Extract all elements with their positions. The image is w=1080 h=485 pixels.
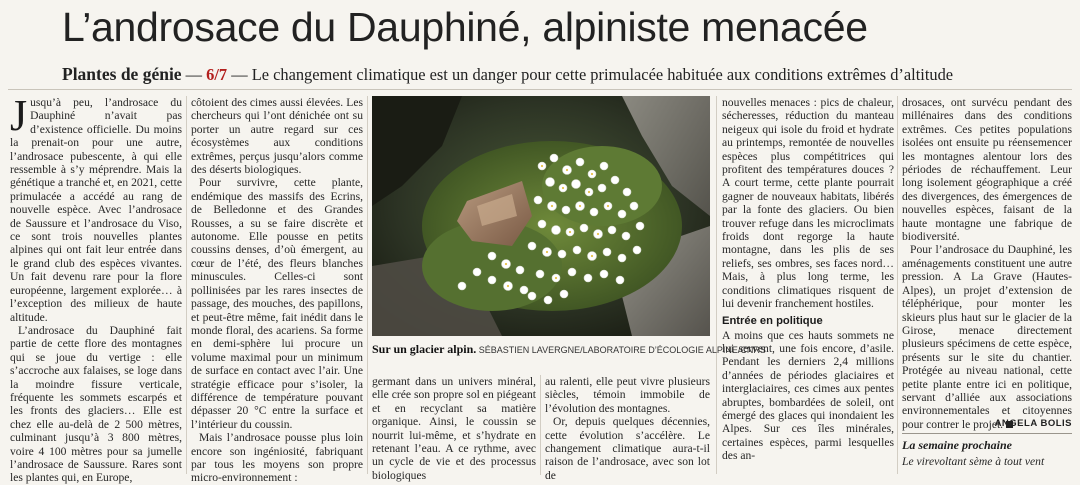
- byline-rule: [902, 433, 1072, 434]
- column-rule: [367, 96, 368, 474]
- paragraph: Pour survivre, cette plante, endémique des massifs des Ecrins, de Belledonne et des Grandes Rousses, a su se faire discrète et autonome. Elle pousse en petits coussins denses, d’où émergent, au cœur de l’été, des fleurs blanches minuscules. Celles-ci sont pollinisées par les rares insectes de passage, des mouches, des papillons, et peut-être même, fait inédit dans le monde floral, des acariens. Sa forme en demi-sphère lui procure un volume maximal pour un minimum de surface en contact avec l’air. Une stratégie efficace pour s’isoler, la différence de température pouvant dépasser 20 °C entre la surface et l’intérieur du coussin.: [191, 176, 363, 431]
- paragraph: Jusqu’à peu, l’androsace du Dauphiné n’avait pas d’existence officielle. Du moins la prenait-on pour une autre, l’androsace pubescente, à qui elle ressemble à s’y méprendre. Mais la génétique a tranché et, en 2021, cette primulacée a accédé au rang de nouvelle espèce. Avec l’androsace de Saussure et l’androsace du Viso, ce sont trois nouvelles plantes alpines qui ont fait leur entrée dans le grand club des espèces vivantes. Un fait devenu rare pour la flore européenne, largement explorée… à l’exception des milieux de haute altitude.: [10, 91, 182, 324]
- caption-title: Sur un glacier alpin.: [372, 342, 477, 356]
- paragraph: Or, depuis quelques décennies, cette évolution s’accélère. Le changement climatique aura-t-il raison de l’androsace, avec son lot de: [545, 415, 710, 482]
- paragraph: nouvelles menaces : pics de chaleur, sécheresses, réduction du manteau neigeux qui isole du froid et hydrate au printemps, remontée de nouvelles espèces plus compétitrices qui profitent des températures douces ? A court terme, cette plante pourrait gagner de nouveaux habitats, libérés par la fonte des glaciers. Ou bien trouver refuge dans les microclimats froids dont regorge la haute montagne, dans les plis de ses reliefs, ses ombres, ses faces nord… Mais, à plus long terme, les conditions climatiques risquent de lui devenir franchement hostiles.: [722, 96, 894, 311]
- headline: L’androsace du Dauphiné, alpiniste menacée: [62, 4, 868, 50]
- column-rule: [186, 96, 187, 474]
- series-number: 6/7: [206, 65, 228, 84]
- kicker: Plantes de génie: [62, 64, 182, 84]
- next-week-label: La semaine prochaine: [902, 438, 1012, 452]
- paragraph: Mais l’androsace pousse plus loin encore son ingéniosité, fabriquant par tous les moyens son propre micro-environnement :: [191, 431, 363, 485]
- photo-caption: [372, 342, 766, 357]
- paragraph: germant dans un univers minéral, elle crée son propre sol en piégeant et en recyclant sa matière organique. Ainsi, le coussin se nourrit lui-même, et s’hydrate en retenant l’eau. A ce rythme, avec un cycle de vie et des processus biologiques: [372, 375, 536, 482]
- dropcap: J: [10, 91, 28, 140]
- byline: ANGELA BOLIS: [994, 418, 1072, 429]
- article-column-1: [10, 91, 182, 485]
- photo-credit: SÉBASTIEN LAVERGNE/LABORATOIRE D’ÉCOLOGIE ALPINE/CNRS: [476, 345, 766, 355]
- paragraph: Pour l’androsace du Dauphiné, les aménagements constituent une autre pression. A La Grave (Hautes-Alpes), un projet d’extension de téléphérique, pour monter les skieurs plus haut sur le glacier de la Girose, menace directement plusieurs spécimens de cette espèce, présents sur le site du chantier. Protégée au niveau national, cette petite plante entre ici en politique, servant d’alliée aux associations environnementales et citoyennes pour contrer le projet.: [902, 243, 1072, 431]
- article-column-4: [545, 375, 710, 482]
- column-rule: [716, 96, 717, 474]
- flower-cushion-photo: [372, 96, 710, 336]
- paragraph: drosaces, ont survécu pendant des millénaires dans des conditions extrêmes. Ces petites populations isolées ont ensuite pu réensemencer les montagnes alentour lors des périodes de réchauffement. Leur long isolement géographique a créé des divergences, des émergences de nouvelles espèces, faisant de la haute montagne une fabrique de biodiversité.: [902, 96, 1072, 244]
- header-rule: [8, 89, 1072, 90]
- paragraph: L’androsace du Dauphiné fait partie de cette flore des montagnes qui se joue du vertige : elle s’accroche aux falaises, se loge dans la moindre fissure verticale, fréquente les sommets escarpés et les fronts des glaciers… Elle est chez elle au-delà de 2 500 mètres, culminant jusqu’à 3 800 mètres, voire 4 100 mètres pour sa jumelle l’androsace de Saussure. Rares sont les plantes qui, en Europe,: [10, 323, 182, 485]
- kicker-dash: —: [181, 65, 207, 84]
- section-heading: Entrée en politique: [722, 314, 823, 327]
- article-column-3: [372, 375, 536, 482]
- paragraph: au ralenti, elle peut vivre plusieurs siècles, témoin immobile de l’évolution des montagnes.: [545, 375, 710, 415]
- column-rule: [540, 375, 541, 475]
- article-photo: [372, 96, 710, 336]
- subtitle: — Le changement climatique est un danger pour cette primulacée habituée aux conditions extrêmes d’altitude: [227, 65, 954, 84]
- article-column-5: [722, 96, 894, 476]
- paragraph: A moins que ces hauts sommets ne lui servent, une fois encore, d’asile. Pendant les derniers 2,4 millions d’années de périodes glaciaires et interglaciaires, ces cimes aux pentes abruptes, bombardées de soleil, ont émergé des glaces qui inondaient les Alpes. Sur ces îles minérales, certaines espèces, parmi lesquelles des an-: [722, 328, 894, 463]
- subhead: [62, 64, 1072, 85]
- column-rule: [897, 96, 898, 474]
- paragraph: côtoient des cimes aussi élevées. Les chercheurs qui l’ont dénichée ont su porter un autre regard sur ces écosystèmes aux conditions extrêmes, perçus jusqu’alors comme des déserts biologiques.: [191, 96, 363, 177]
- article-column-2: [191, 96, 363, 485]
- next-week-title: Le virevoltant sème à tout vent: [902, 455, 1045, 468]
